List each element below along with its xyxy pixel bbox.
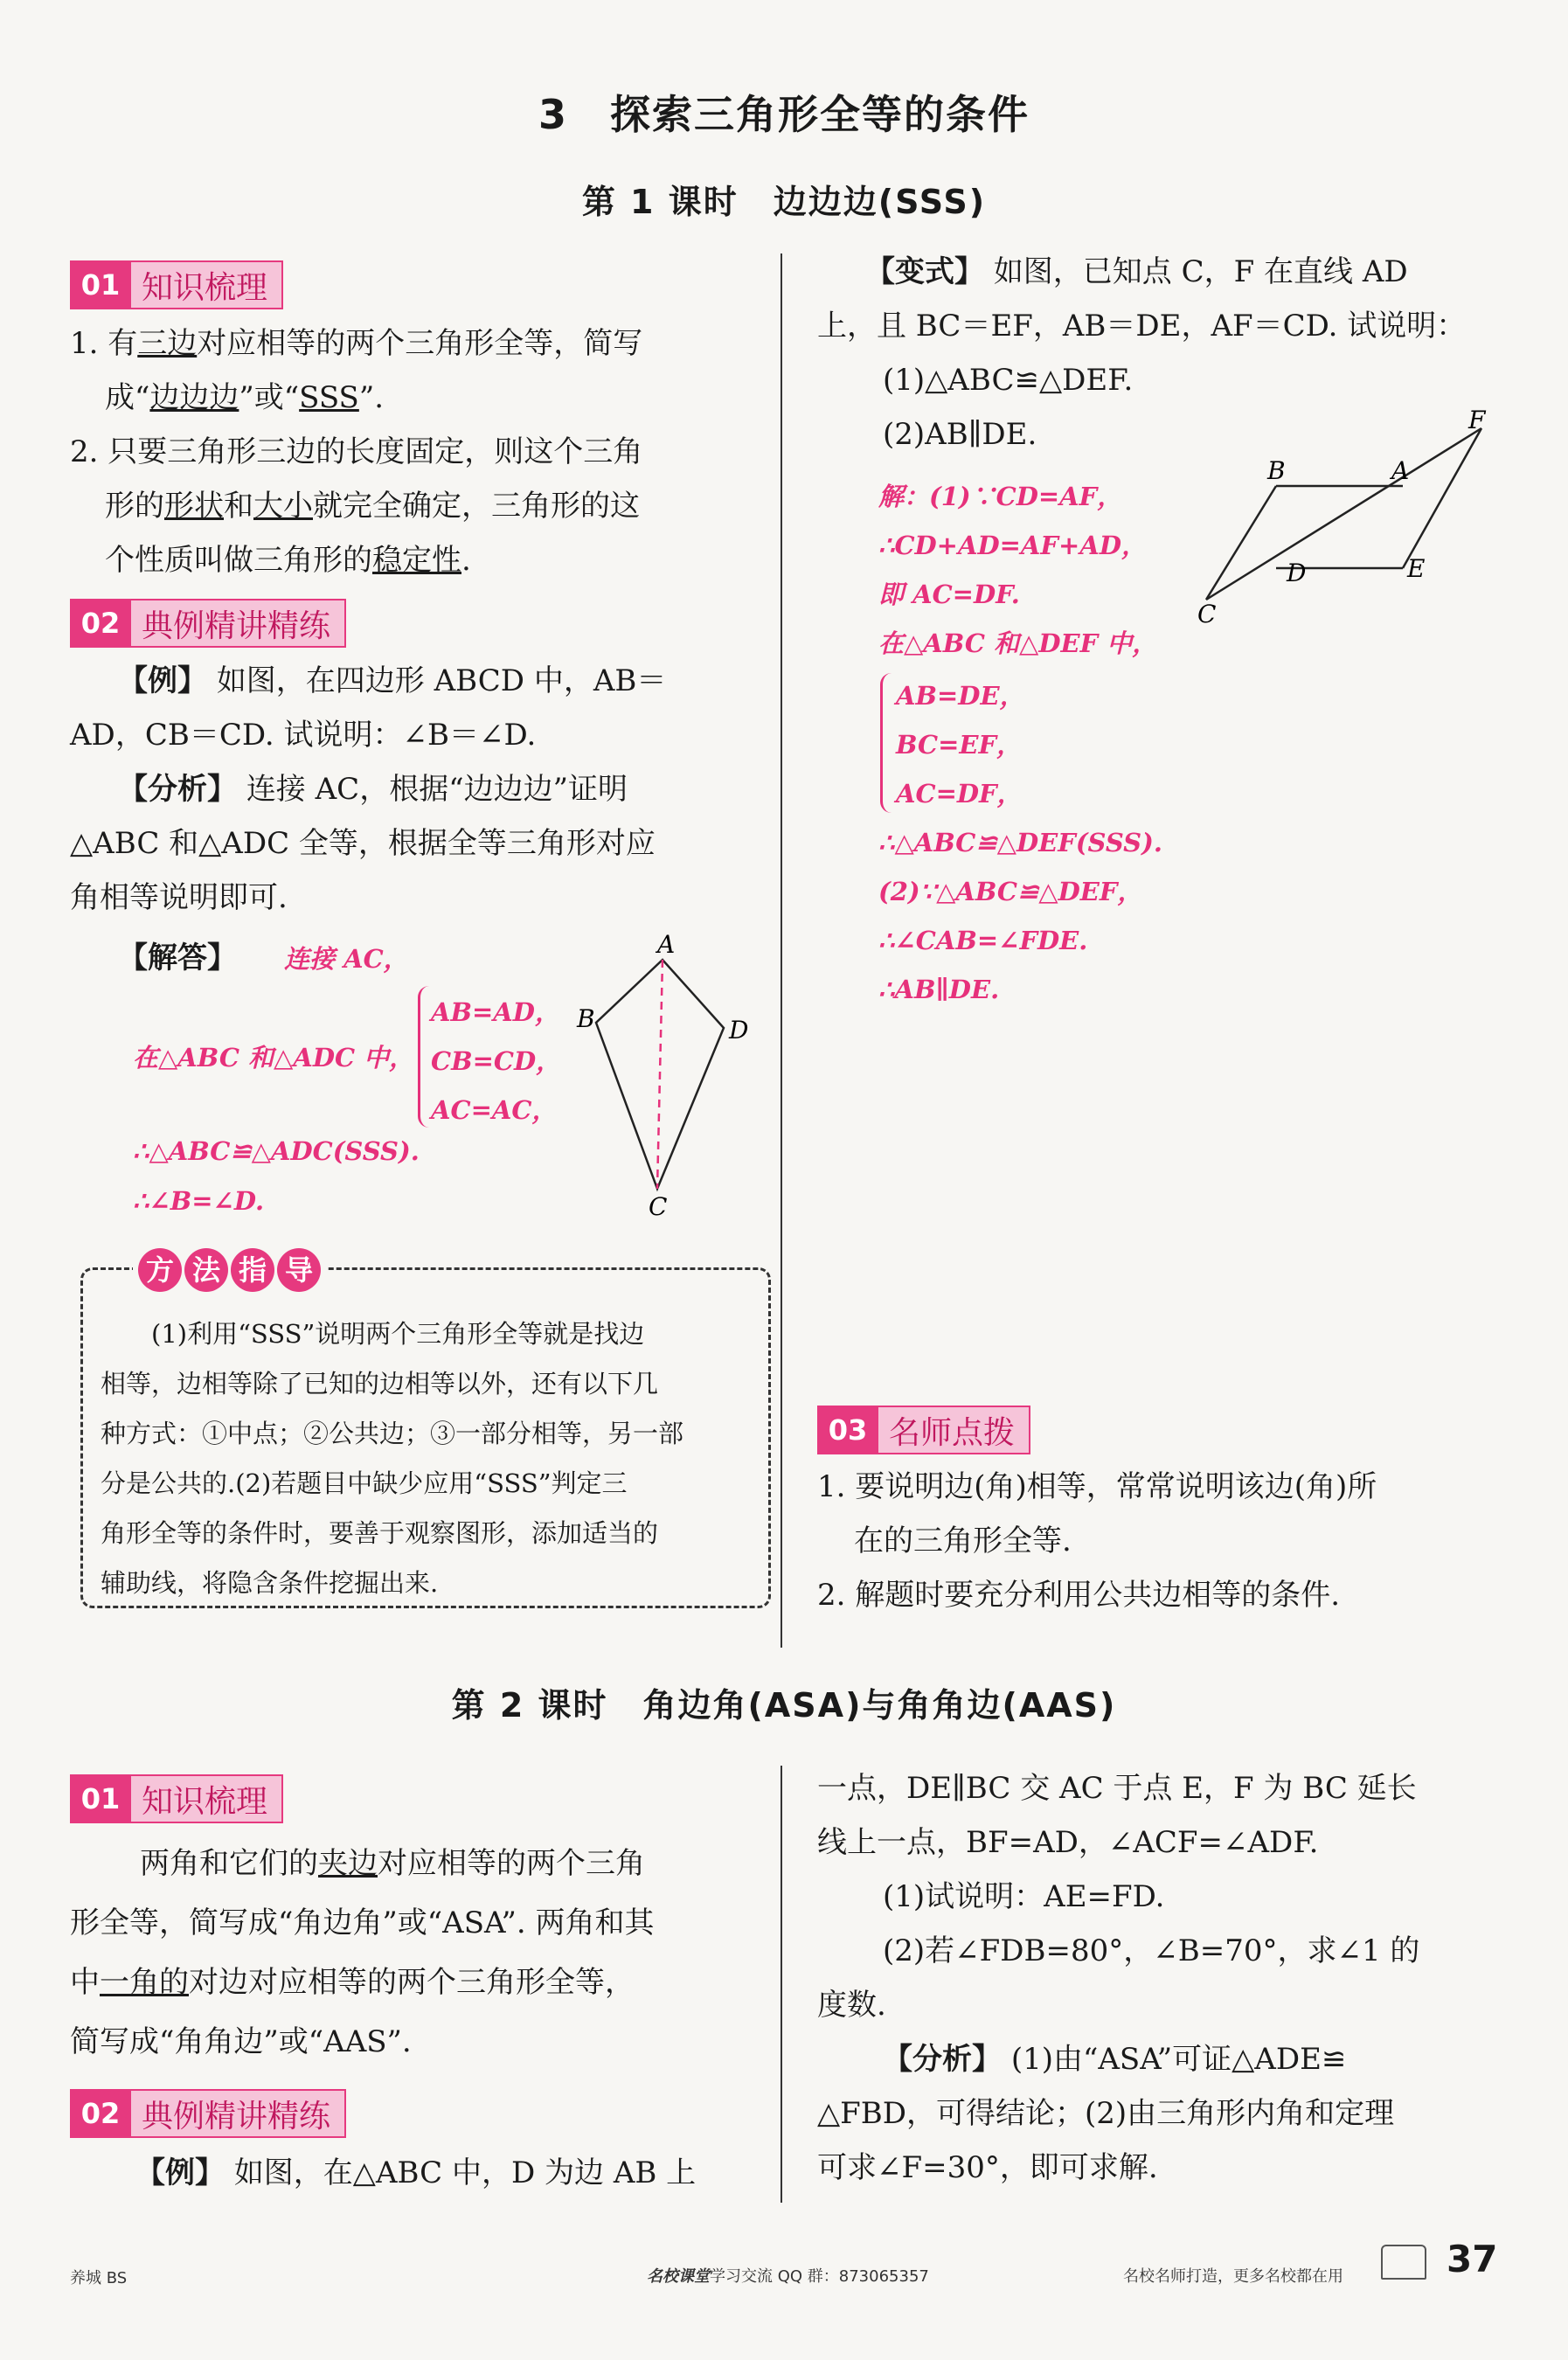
- solution-system: AB=AD， CB=CD， AC=AC，: [431, 997, 562, 1125]
- tag-number: 03: [817, 1406, 878, 1454]
- solution-line: 连接 AC，: [284, 944, 409, 974]
- diagonal-ac: [657, 960, 663, 1189]
- tag-label: 典例精讲精练: [131, 2089, 346, 2138]
- tag-label: 知识梳理: [131, 260, 283, 309]
- tag-label: 名师点拨: [878, 1406, 1030, 1454]
- example-text-2: 【例】 如图，在△ABC 中，D 为边 AB 上: [135, 2155, 697, 2190]
- column-divider: [781, 1766, 782, 2203]
- point-b: B: [1267, 456, 1286, 485]
- solution-line: ∴∠B=∠D.: [133, 1186, 265, 1216]
- examples-tag: [70, 599, 346, 648]
- variant-solution-b: ∴△ABC≌△DEF(SSS). (2)∵△ABC≌△DEF， ∴∠CAB=∠FDE. ∴AB∥DE.: [878, 828, 1162, 1004]
- method-title: 方 法 指 导: [133, 1248, 326, 1292]
- tag-number: 01: [70, 1774, 131, 1823]
- vertex-d: D: [729, 1016, 749, 1045]
- segment-cb: [1206, 486, 1276, 600]
- point-f: F: [1468, 406, 1486, 434]
- segment-ef: [1403, 428, 1481, 568]
- example-continued: 一点，DE∥BC 交 AC 于点 E，F 为 BC 延长 线上一点，BF=AD，∠ACF=∠ADF. (1)试说明：AE=FD. (2)若∠FDB=80°，∠B=70°，求∠1 的 度数. 【分析】 (1)由“ASA”可证△ADE≌ △FBD，可得结论；(2)由三角形内角和定理 可求∠F=30°，即可求解.: [817, 1771, 1420, 2185]
- method-text: (1)利用“SSS”说明两个三角形全等就是找边 相等，边相等除了已知的边相等以外，还有以下几 种方式：①中点；②公共边；③一部分相等，另一部 分是公共的.(2)若题目中缺少应用“SSS”判定三 角形全等的条件时，要善于观察图形，添加适当的 辅助线，将隐含条件挖掘出来.: [101, 1319, 684, 1598]
- brace: [880, 673, 892, 813]
- knowledge-tag: [70, 260, 283, 309]
- point-e: E: [1407, 554, 1426, 583]
- footer-qq: 名校课堂学习交流 QQ 群：873065357: [647, 2267, 929, 2286]
- tips-text: 1. 要说明边(角)相等，常常说明该边(角)所 在的三角形全等. 2. 解题时要充分利用公共边相等的条件.: [817, 1469, 1377, 1613]
- footer-slogan: 名校名师打造，更多名校都在用: [1123, 2267, 1343, 2286]
- variant-system: AB=DE， BC=EF， AC=DF，: [896, 681, 1025, 809]
- point-d: D: [1287, 559, 1307, 587]
- brace: [418, 986, 429, 1128]
- tag-number: 02: [70, 599, 131, 648]
- example-text: 【例】 如图，在四边形 ABCD 中，AB＝ AD，CB＝CD. 试说明：∠B＝∠D. 【分析】 连接 AC，根据“边边边”证明 △ABC 和△ADC 全等，根据全等三角形对应 角相等说明即可.: [70, 663, 667, 915]
- page-number: 37: [1447, 2238, 1498, 2280]
- knowledge-tag-2: [70, 1774, 283, 1823]
- column-divider: [781, 253, 782, 1648]
- tag-label: 知识梳理: [131, 1774, 283, 1823]
- logo-icon: [1381, 2245, 1426, 2280]
- kite-figure: [559, 927, 769, 1224]
- examples-tag-2: [70, 2089, 346, 2138]
- solution-line: 在△ABC 和△ADC 中，: [133, 1043, 415, 1072]
- parallelogram-figure: [1189, 402, 1503, 629]
- solution-label: 【解答】: [118, 941, 237, 975]
- lesson-1-title: 第 1 课时 边边边(SSS): [581, 183, 987, 221]
- vertex-b: B: [577, 1004, 595, 1033]
- knowledge-text-2: 两角和它们的夹边对应相等的两个三角 形全等，简写成“角边角”或“ASA”. 两角和其 中一角的对边对应相等的两个三角形全等， 简写成“角角边”或“AAS”.: [70, 1846, 655, 2059]
- tips-tag: [817, 1406, 1030, 1454]
- tag-number: 02: [70, 2089, 131, 2138]
- page-title: 3 探索三角形全等的条件: [538, 91, 1030, 138]
- footer-edition: 养城 BS: [70, 2269, 128, 2287]
- knowledge-text: 1. 有三边对应相等的两个三角形全等，简写 成“边边边”或“SSS”. 2. 只要三角形三边的长度固定，则这个三角 形的形状和大小就完全确定，三角形的这 个性质叫做三角形的稳定性.: [70, 326, 643, 578]
- point-c: C: [1197, 600, 1217, 628]
- solution-line: ∴△ABC≌△ADC(SSS).: [133, 1136, 420, 1166]
- lesson-2-title: 第 2 课时 角边角(ASA)与角角边(AAS): [451, 1686, 1117, 1725]
- point-a: A: [1391, 456, 1410, 485]
- vertex-a: A: [657, 930, 676, 959]
- tag-label: 典例精讲精练: [131, 599, 346, 648]
- segment-cf: [1206, 428, 1481, 600]
- tag-number: 01: [70, 260, 131, 309]
- vertex-c: C: [649, 1192, 668, 1221]
- variant-text: 【变式】 如图，已知点 C，F 在直线 AD 上，且 BC＝EF，AB＝DE，AF＝CD. 试说明： (1)△ABC≌△DEF. (2)AB∥DE.: [817, 254, 1467, 452]
- variant-solution-a: 解：(1)∵CD=AF， ∴CD+AD=AF+AD， 即 AC=DF. 在△ABC 和△DEF 中，: [878, 482, 1158, 658]
